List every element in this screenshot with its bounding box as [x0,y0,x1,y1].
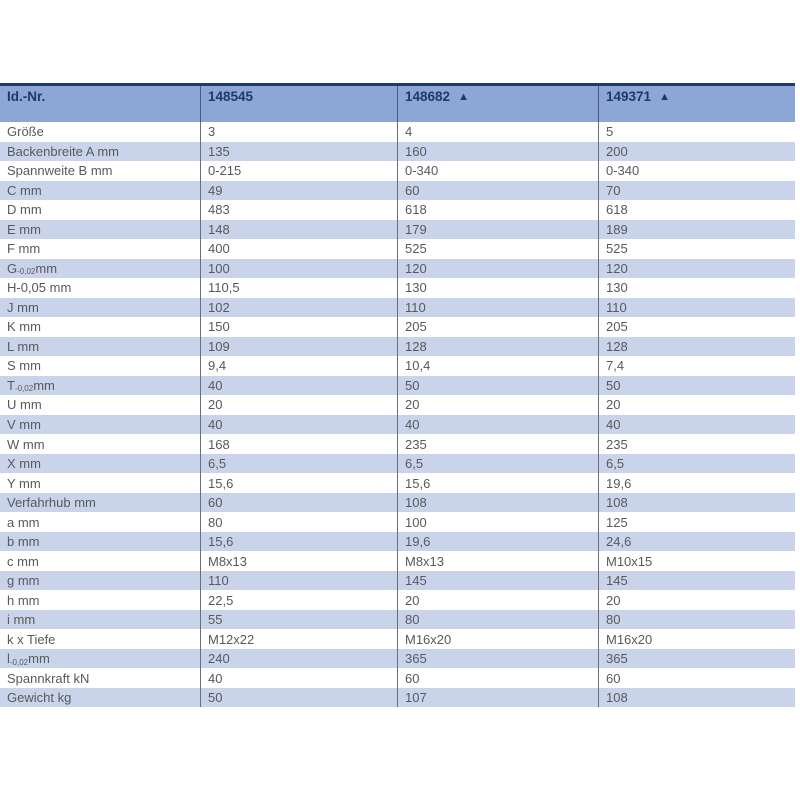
row-value: 20 [598,590,795,610]
row-label: H-0,05 mm [7,280,72,296]
row-value: 125 [598,512,795,532]
row-value: 40 [598,415,795,435]
table-row [0,493,795,513]
table-row [0,337,795,357]
row-value: 3 [200,122,397,142]
table-row [0,668,795,688]
row-value: 128 [598,337,795,357]
row-label: J mm [7,299,39,315]
table-row [0,259,795,279]
row-label: E mm [7,221,41,237]
row-value: 365 [397,649,598,669]
row-value: 80 [200,512,397,532]
row-label: V mm [7,416,41,432]
row-value: 150 [200,317,397,337]
row-label: S mm [7,358,41,374]
row-label: D mm [7,202,42,218]
table-row [0,161,795,181]
id-number: 148545 [208,89,254,104]
table-row [0,532,795,552]
table-row [0,629,795,649]
row-label: k x Tiefe [7,631,56,647]
row-value: 148 [200,220,397,240]
table-row [0,688,795,708]
table-header-col-1 [200,86,397,122]
row-value: 5 [598,122,795,142]
row-label: Backenbreite A mm [7,143,119,159]
row-label: i mm [7,612,36,628]
row-label: L mm [7,338,40,354]
row-value: 60 [200,493,397,513]
table-row [0,551,795,571]
row-value: 0-340 [397,161,598,181]
row-label: Gewicht kg [7,690,72,706]
row-value: 10,4 [397,356,598,376]
table-row [0,122,795,142]
row-value: 400 [200,239,397,259]
row-value: 110 [598,298,795,318]
triangle-up-icon: ▲ [458,91,469,103]
table-row [0,376,795,396]
row-label: U mm [7,397,42,413]
table-body [0,122,795,707]
row-value: M12x22 [200,629,397,649]
row-value: 55 [200,610,397,630]
row-label: G -0,02 mm [7,260,58,277]
row-label: W mm [7,436,45,452]
row-value: 50 [397,376,598,396]
row-label: b mm [7,534,40,550]
row-value: 40 [200,376,397,396]
triangle-up-icon: ▲ [659,91,670,103]
label-subscript: -0,02 [14,384,34,394]
row-label: F mm [7,241,41,257]
table-row [0,649,795,669]
row-label: l -0,02 mm [7,651,50,667]
id-number: 149371 [606,89,652,104]
table-row [0,356,795,376]
table-row [0,395,795,415]
table-row [0,317,795,337]
row-value: 22,5 [200,590,397,610]
row-value: 179 [397,220,598,240]
row-value: 40 [200,668,397,688]
row-value: 235 [397,434,598,454]
row-value: M16x20 [397,629,598,649]
row-value: 483 [200,200,397,220]
row-value: 15,6 [200,532,397,552]
row-value: 19,6 [598,473,795,493]
row-label: Spannweite B mm [7,163,113,179]
row-label: Y mm [7,475,41,491]
row-value: M10x15 [598,551,795,571]
row-value: 80 [397,610,598,630]
row-value: 135 [200,142,397,162]
row-value: 107 [397,688,598,708]
table-header-col-2 [397,86,598,122]
row-label: Spannkraft kN [7,670,90,686]
row-label: a mm [7,514,40,530]
row-value: 235 [598,434,795,454]
row-value: 108 [598,688,795,708]
row-value: 6,5 [397,454,598,474]
row-value: 109 [200,337,397,357]
row-value: 618 [598,200,795,220]
row-value: 200 [598,142,795,162]
row-value: 6,5 [598,454,795,474]
table-row [0,434,795,454]
row-value: 130 [598,278,795,298]
row-value: 9,4 [200,356,397,376]
row-value: 0-340 [598,161,795,181]
row-value: 525 [397,239,598,259]
row-value: 108 [397,493,598,513]
table-row [0,512,795,532]
row-value: 145 [397,571,598,591]
row-label: c mm [7,553,39,569]
table-row [0,473,795,493]
row-value: 6,5 [200,454,397,474]
row-value: 525 [598,239,795,259]
row-value: 15,6 [397,473,598,493]
label-subscript: -0,02 [9,657,29,667]
table-row [0,200,795,220]
row-value: 110 [397,298,598,318]
row-value: 120 [397,259,598,279]
row-value: 50 [200,688,397,708]
row-value: 205 [397,317,598,337]
row-label: g mm [7,573,40,589]
row-value: M16x20 [598,629,795,649]
table-header-col-3 [598,86,795,122]
row-label: h mm [7,592,40,608]
spec-table [0,83,795,707]
table-row [0,181,795,201]
row-label: X mm [7,456,41,472]
row-value: 20 [200,395,397,415]
row-value: 108 [598,493,795,513]
row-label: K mm [7,319,41,335]
row-label: Größe [7,124,44,140]
row-value: 128 [397,337,598,357]
table-row [0,278,795,298]
row-value: 40 [397,415,598,435]
row-value: 20 [397,395,598,415]
row-value: 110 [200,571,397,591]
row-value: 60 [397,181,598,201]
row-value: 20 [397,590,598,610]
row-value: 60 [598,668,795,688]
row-value: 70 [598,181,795,201]
row-value: 19,6 [397,532,598,552]
row-value: 49 [200,181,397,201]
row-value: 240 [200,649,397,669]
row-value: 130 [397,278,598,298]
label-subscript: -0,02 [17,267,36,277]
id-number: 148682 [405,89,451,104]
row-value: 15,6 [200,473,397,493]
row-value: 120 [598,259,795,279]
row-value: 24,6 [598,532,795,552]
row-value: 50 [598,376,795,396]
table-row [0,239,795,259]
table-header-label: Id.-Nr. [7,89,46,104]
table-row [0,298,795,318]
row-value: 4 [397,122,598,142]
row-value: 20 [598,395,795,415]
row-value: 0-215 [200,161,397,181]
table-row [0,571,795,591]
row-value: 205 [598,317,795,337]
table-row [0,590,795,610]
table-row [0,415,795,435]
row-value: 145 [598,571,795,591]
table-row [0,220,795,240]
row-value: 40 [200,415,397,435]
row-label: T -0,02 mm [7,377,55,394]
row-value: 365 [598,649,795,669]
row-value: 168 [200,434,397,454]
row-label: Verfahrhub mm [7,495,96,511]
row-label: C mm [7,182,42,198]
row-value: 60 [397,668,598,688]
row-value: 189 [598,220,795,240]
table-header-row [0,86,795,122]
table-row [0,454,795,474]
row-value: 110,5 [200,278,397,298]
row-value: 100 [200,259,397,279]
row-value: 102 [200,298,397,318]
row-value: 80 [598,610,795,630]
table-row [0,610,795,630]
row-value: 618 [397,200,598,220]
row-value: 7,4 [598,356,795,376]
table-row [0,142,795,162]
row-value: 100 [397,512,598,532]
row-value: M8x13 [397,551,598,571]
row-value: 160 [397,142,598,162]
row-value: M8x13 [200,551,397,571]
